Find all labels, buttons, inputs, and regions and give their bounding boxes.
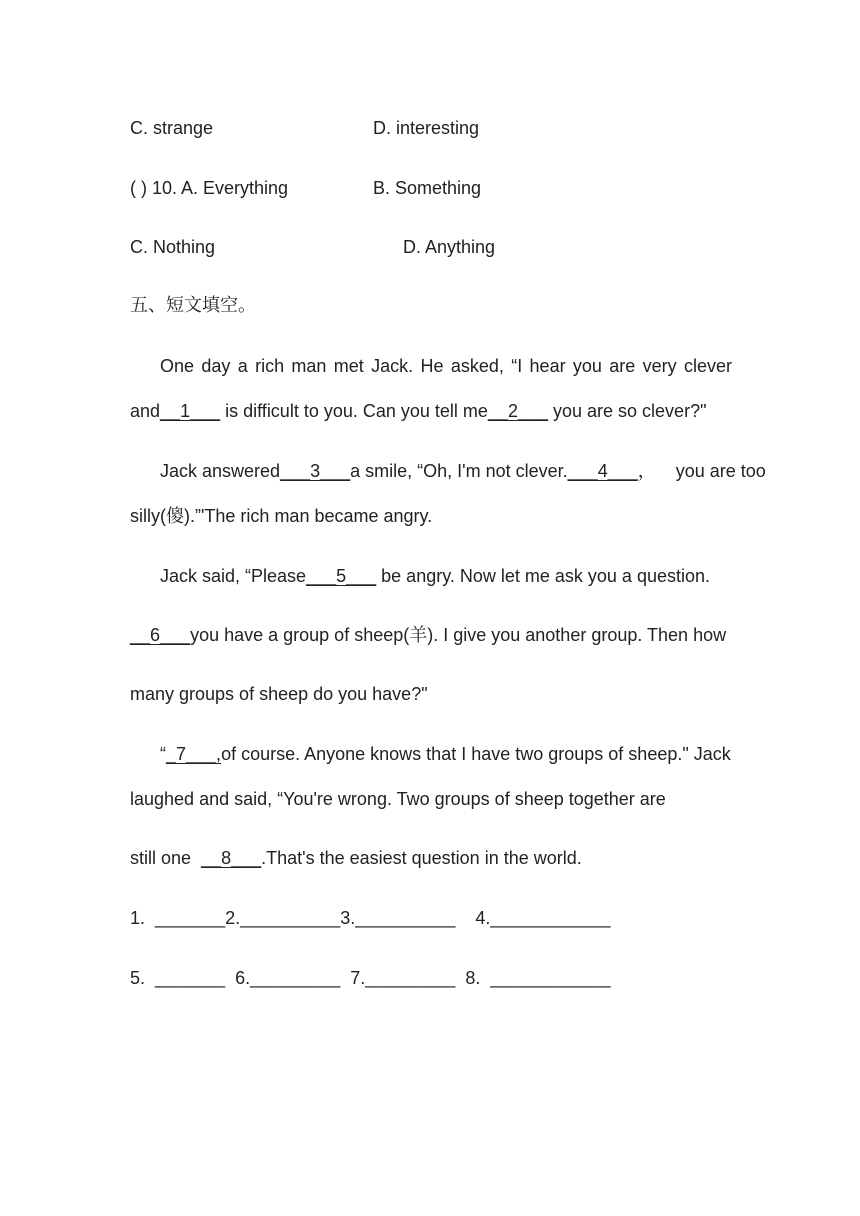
text-fragment: Jack answered [160, 461, 281, 481]
blank-5: ___5___ [306, 566, 377, 586]
blank-6: __6___ [130, 625, 191, 645]
blank-7: _7___, [166, 744, 222, 764]
blank-3: ___3___ [280, 461, 351, 481]
passage-p2-line2: silly(傻).”'The rich man became angry. [130, 506, 433, 526]
answer-blank-6[interactable]: 6._________ [235, 968, 341, 988]
passage-p1-line1: One day a rich man met Jack. He asked, “I hear you are very clever [160, 356, 732, 376]
answer-row-1 [130, 906, 610, 930]
q9-option-d: D. interesting [373, 118, 480, 138]
text-fragment: is difficult to you. Can you tell me [220, 401, 488, 421]
q10-option-d: D. Anything [403, 237, 496, 257]
blank-1: __1___ [160, 401, 221, 421]
passage-p1-line2 [130, 399, 706, 423]
passage-p3-line2 [130, 623, 726, 647]
answer-blank-5[interactable]: 5. _______ [130, 968, 226, 988]
text-fragment: and [130, 401, 161, 421]
passage-p4-line3 [130, 846, 582, 870]
answer-row-2 [130, 966, 610, 990]
passage-p4-line1 [160, 742, 731, 766]
text-fragment: a smile, “Oh, I'm not clever. [350, 461, 568, 481]
text-fragment: ， you are too [637, 461, 766, 481]
q10-option-b: B. Something [373, 178, 482, 198]
answer-blank-7[interactable]: 7._________ [350, 968, 456, 988]
text-fragment: of course. Anyone knows that I have two groups of sheep." Jack [221, 744, 731, 764]
answer-blank-2[interactable]: 2.__________ [225, 908, 341, 928]
answer-blank-1[interactable]: 1. _______ [130, 908, 226, 928]
q10-option-c: C. Nothing [130, 237, 216, 257]
blank-4: ___4___ [567, 461, 638, 481]
answer-blank-8[interactable]: 8. ____________ [465, 968, 611, 988]
q10-stem: ( ) 10. A. Everything [130, 178, 289, 198]
text-fragment: .That's the easiest question in the world. [261, 848, 582, 868]
blank-2: __2___ [487, 401, 548, 421]
text-fragment: you have a group of sheep(羊). I give you another group. Then how [190, 625, 727, 645]
section-heading: 五、短文填空。 [130, 295, 256, 316]
text-fragment: you are so clever?" [548, 401, 707, 421]
blank-8: __8___ [201, 848, 262, 868]
answer-blank-3[interactable]: 3.__________ [340, 908, 456, 928]
passage-p4-line2: laughed and said, “You're wrong. Two groups of sheep together are [130, 789, 666, 809]
q9-option-c: C. strange [130, 118, 214, 138]
text-fragment: “ [160, 744, 166, 764]
text-fragment: be angry. Now let me ask you a question. [376, 566, 710, 586]
answer-blank-4[interactable]: 4.____________ [475, 908, 611, 928]
text-fragment: still one [130, 848, 202, 868]
passage-p3-line1 [160, 564, 710, 588]
passage-p3-line3: many groups of sheep do you have?" [130, 684, 428, 704]
text-fragment: Jack said, “Please [160, 566, 307, 586]
passage-p2-line1 [160, 459, 766, 483]
